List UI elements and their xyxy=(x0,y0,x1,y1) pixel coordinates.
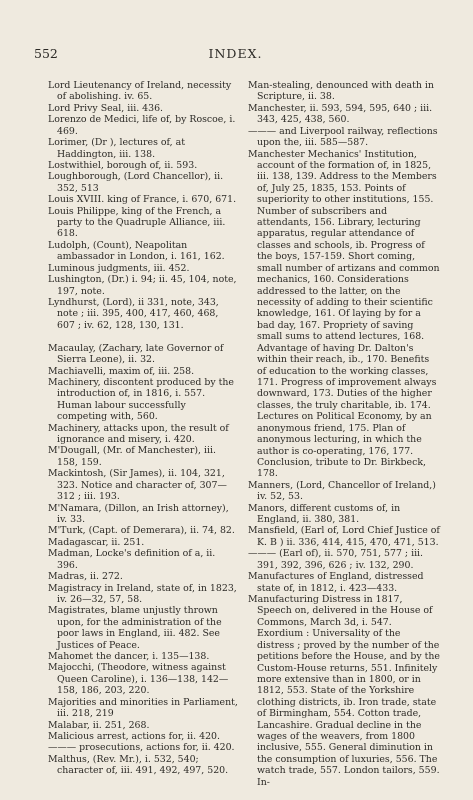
index-entry: Macaulay, (Zachary, late Governor of Sierra Leone), ii. 32. xyxy=(48,342,224,366)
index-entry: Mansfield, (Earl of, Lord Chief Justice of K. B ) ii. 336, 414, 415, 470, 471, 513. xyxy=(248,525,440,548)
index-entry: Machinery, attacks upon, the result of ignorance and misery, i. 420. xyxy=(48,422,229,446)
index-entry: Manchester Mechanics' Institution, account of the formation of, in 1825, iii. 138, 139. Address to the Members of, July 25, 1835, 153. Points of superiority to other institutions, 155. Number of subscribers and attendants, 156. Library, lecturing apparatus, regular attendance of classes and schools, ib. Progress of the boys, 157-159. Short coming, small number of artizans and common mechanics, 160. Considerations addressed to the latter, on the necessity of adding to their scientific knowledge, 161. Of laying by for a bad day, 167. Propriety of saving small sums to attend lectures, 168. Advantage of having Dr. Dalton's within their reach, ib., 170. Benefits of education to the working classes, 171. Progress of improvement always downward, 173. Duties of the higher classes, the truly charitable, ib. 174. Lectures on Political Economy, by an anonymous friend, 175. Plan of anonymous lecturing, in which the author is co-operating, 176, 177. Conclusion, tribute to Dr. Birkbeck, 178. xyxy=(248,148,440,480)
index-entry: Manchester, ii. 593, 594, 595, 640 ; iii. 343, 425, 438, 560. xyxy=(248,102,433,126)
index-entry: Majocchi, (Theodore, witness against Queen Caroline), i. 136—138, 142—158, 186, 203, 220. xyxy=(48,662,229,697)
running-title: INDEX. xyxy=(208,46,263,61)
index-entry: Machiavelli, maxim of, iii. 258. xyxy=(48,365,195,377)
index-entry: Mahomet the dancer, i. 135—138. xyxy=(48,651,210,663)
index-entry: Loughborough, (Lord Chancellor), ii. 352, 513 xyxy=(48,171,224,194)
index-entry: Malabar, ii. 251, 268. xyxy=(48,719,150,731)
index-entry: ——— (Earl of), ii. 570, 751, 577 ; iii. 391, 392, 396, 626 ; iv. 132, 290. xyxy=(248,548,424,571)
index-entry: Louis Philippe, king of the French, a party to the Quadruple Alliance, iii. 618. xyxy=(48,205,226,240)
index-entry: Magistrates, blame unjustly thrown upon, for the administration of the poor laws in England, iii. 482. See Justices of Peace. xyxy=(48,605,222,651)
index-entry: Madras, ii. 272. xyxy=(48,571,123,583)
index-entry: Manufactures of England, distressed state of, in 1812, i. 423—433. xyxy=(248,571,424,594)
page-header xyxy=(34,46,437,64)
index-entry: Manufacturing Distress in 1817, Speech on, delivered in the House of Commons, March 3d, i. 547. Exordium : Universality of the distress ; proved by the number of the petitions before the House, and by the Custom-House returns, 551. Infinitely more extensive than in 1800, or in 1812, 553. State of the Yorkshire clothing districts, ib. Iron trade, state of Birmingham, 554. Cotton trade, Lancashire. Gradual decline in the wages of the weavers, from 1800 inclusive, 555. General diminution in the consumption of luxuries, 556. The watch trade, 557. London tailors, 559. In- xyxy=(248,593,440,788)
index-entry: Magistracy in Ireland, state of, in 1823, iv. 26—32, 57, 58. xyxy=(48,582,237,605)
index-entry: Lorimer, (Dr ), lectures of, at Haddington, iii. 138. xyxy=(48,137,185,160)
index-entry: Manors, different customs of, in England, ii. 380, 381. xyxy=(248,502,401,526)
index-entry: M'Dougall, (Mr. of Manchester), iii. 158, 159. xyxy=(48,445,216,468)
index-entry: Manners, (Lord, Chancellor of Ireland,) iv. 52, 53. xyxy=(248,479,436,503)
index-entry: Lostwithiel, borough of, ii. 593. xyxy=(48,159,198,171)
page-number: 552 xyxy=(34,46,58,61)
index-entry: Luminous judgments, iii. 452. xyxy=(48,262,190,274)
index-entry: ——— and Liverpool railway, reflections upon the, iii. 585—587. xyxy=(248,125,438,149)
index-entry: M'Namara, (Dillon, an Irish attorney), iv. 33. xyxy=(48,502,229,525)
index-entry: M'Turk, (Capt. of Demerara), ii. 74, 82. xyxy=(48,525,235,537)
index-entry: Lyndhurst, (Lord), ii 331, note, 343, note ; iii. 395, 400, 417, 460, 468, 607 ; iv. 62, 128, 130, 131. xyxy=(48,297,219,331)
index-entry: Madagascar, ii. 251. xyxy=(48,536,145,548)
index-entry: Malthus, (Rev. Mr.), i. 532, 540; character of, iii. 491, 492, 497, 520. xyxy=(48,753,229,777)
index-entry: Lord Privy Seal, iii. 436. xyxy=(48,102,164,114)
index-column-right xyxy=(248,80,440,788)
index-entry: Ludolph, (Count), Neapolitan ambassador in London, i. 161, 162. xyxy=(48,239,225,263)
index-entry: Louis XVIII. king of France, i. 670, 671. xyxy=(48,194,237,206)
index-entry: ——— prosecutions, actions for, ii. 420. xyxy=(48,742,235,754)
index-entry: Madman, Locke's definition of a, ii. 396. xyxy=(48,548,216,571)
index-entry: Lorenzo de Medici, life of, by Roscoe, i. 469. xyxy=(48,114,236,137)
index-entry: Lushington, (Dr.) i. 94; ii. 45, 104, note, 197, note. xyxy=(48,274,237,297)
index-entry: Lord Lieutenancy of Ireland, necessity of abolishing. iv. 65. xyxy=(48,80,232,103)
index-entry: Machinery, discontent produced by the introduction of, in 1816, i. 557. Human labour successfully competing with, 560. xyxy=(48,376,234,423)
index-column-left xyxy=(48,80,238,777)
index-entry: Majorities and minorities in Parliament, iii. 218, 219 xyxy=(48,696,238,720)
index-entry: Malicious arrest, actions for, ii. 420. xyxy=(48,731,220,743)
index-entry: Man-stealing, denounced with death in Scripture, ii. 38. xyxy=(248,80,434,103)
index-entry: Mackintosh, (Sir James), ii. 104, 321, 323. Notice and character of, 307—312 ; iii. 193. xyxy=(48,468,227,503)
